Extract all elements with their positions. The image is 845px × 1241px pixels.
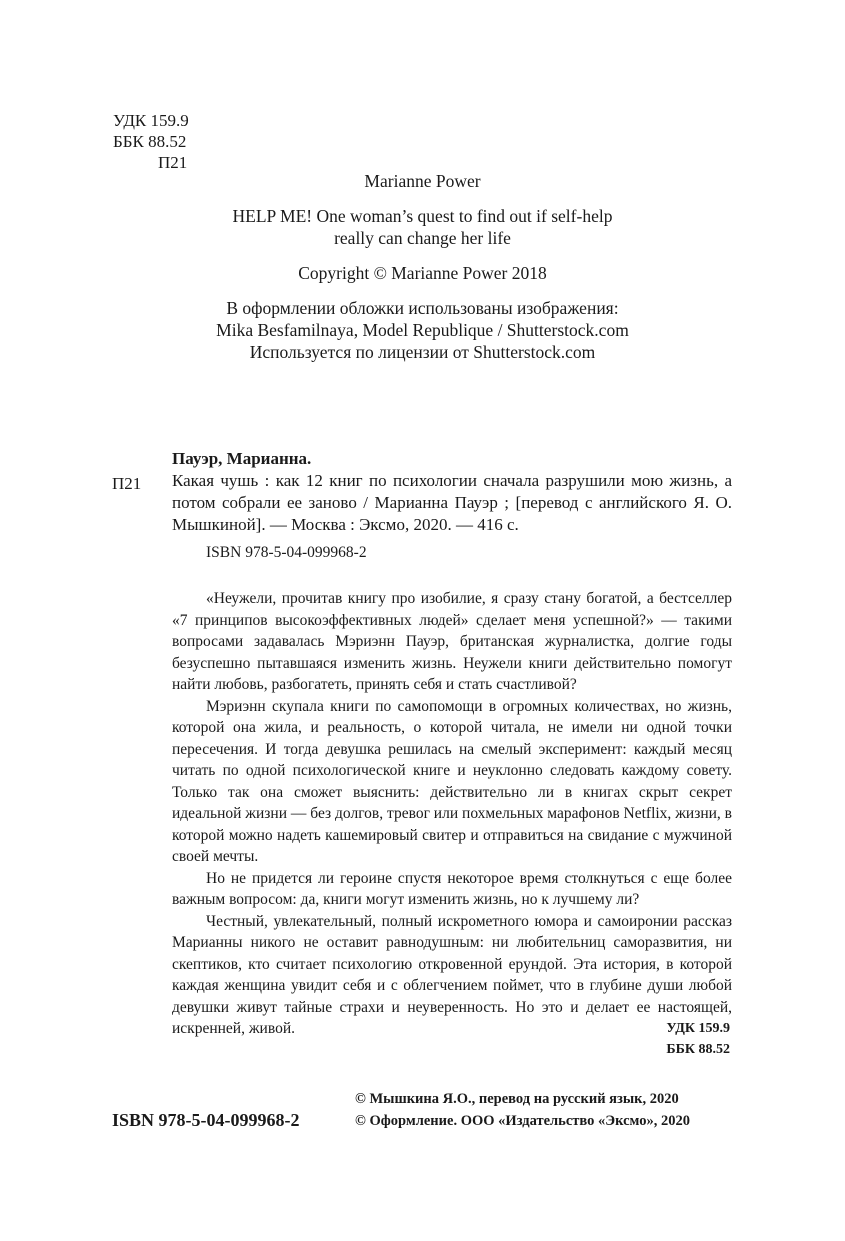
original-copyright: Copyright © Marianne Power 2018: [298, 263, 547, 283]
bottom-classification-codes: [600, 1018, 730, 1060]
original-author: Marianne Power: [364, 171, 481, 191]
bbk-code: ББК 88.52: [113, 132, 187, 151]
bibliography-isbn: ISBN 978-5-04-099968-2: [206, 544, 367, 561]
bibliography-heading: Пауэр, Марианна.: [172, 449, 312, 468]
cover-credits-line-1: В оформлении обложки использованы изображения:: [226, 298, 619, 318]
bibliography-author-mark: П21: [112, 474, 142, 493]
footer-copyrights: [355, 1088, 690, 1132]
bibliographic-record: [172, 448, 732, 564]
original-title-line-2: really can change her life: [334, 228, 511, 248]
author-mark: П21: [158, 153, 188, 172]
cover-credits-line-2: Mika Besfamilnaya, Model Republique / Shutterstock.com: [216, 320, 629, 340]
translation-copyright: © Мышкина Я.О., перевод на русский язык, 2020: [355, 1091, 679, 1107]
annotation-paragraph: Но не придется ли героине спустя некоторое время столкнуться с еще более важным вопросом: да, книги могут изменить жизнь, но к лучшему ли?: [172, 869, 732, 908]
original-title-line-1: HELP ME! One woman’s quest to find out if self-help: [232, 206, 613, 226]
annotation-paragraph: Честный, увлекательный, полный искрометного юмора и самоиронии рассказ Марианны никого не оставит равнодушным: ни любительниц саморазвития, ни скептиков, кто считает психологию откровенной ерундой. Эта история, в которой каждая женщина увидит себя и с облегчением поймет, что в глубине души любой девушки живут тайные страхи и неуверенность. Но это и делает ее настоящей, искренней, живой.: [172, 912, 732, 1037]
original-title: [120, 205, 725, 249]
bottom-udk-code: УДК 159.9: [666, 1021, 730, 1036]
udk-code: УДК 159.9: [113, 111, 189, 130]
cover-credits-line-3: Используется по лицензии от Shutterstock.com: [249, 342, 596, 362]
cover-credits: [120, 297, 725, 363]
annotation-paragraph: «Неужели, прочитав книгу про изобилие, я сразу стану богатой, а бестселлер «7 принципов высокоэффективных людей» сделает меня успешной?» — такими вопросами задавалась Мэриэнн Пауэр, британская журналистка, долгие годы безуспешно пытавшаяся изменить жизнь. Неужели книги действительно помогут найти любовь, разбогатеть, принять себя и стать счастливой?: [172, 590, 732, 693]
bibliography-description: Какая чушь : как 12 книг по психологии сначала разрушили мою жизнь, а потом собрали ее заново / Марианна Пауэр ; [перевод с английского Я. О. Мышкиной]. — Москва : Эксмо, 2020. — 416 с.: [172, 471, 732, 534]
classification-codes: [113, 110, 189, 173]
annotation-paragraph: Мэриэнн скупала книги по самопомощи в огромных количествах, но жизнь, которой она жила, и реальность, о которой читала, не имели ни одной точки пересечения. И тогда девушка решилась на смелый эксперимент: каждый месяц читать по одной психологической книге и неуклонно следовать каждому совету. Только так она сможет выяснить: действительно ли в книгах скрыт секрет идеальной жизни — без долгов, тревог или похмельных марафонов Netflix, жизни, в которой можно надеть кашемировый свитер и отправиться на свидание с мужчиной своей мечты.: [172, 697, 732, 865]
design-copyright: © Оформление. ООО «Издательство «Эксмо», 2020: [355, 1113, 690, 1129]
annotation: [172, 588, 732, 1040]
bottom-bbk-code: ББК 88.52: [666, 1042, 730, 1057]
footer-isbn: ISBN 978-5-04-099968-2: [112, 1110, 300, 1130]
